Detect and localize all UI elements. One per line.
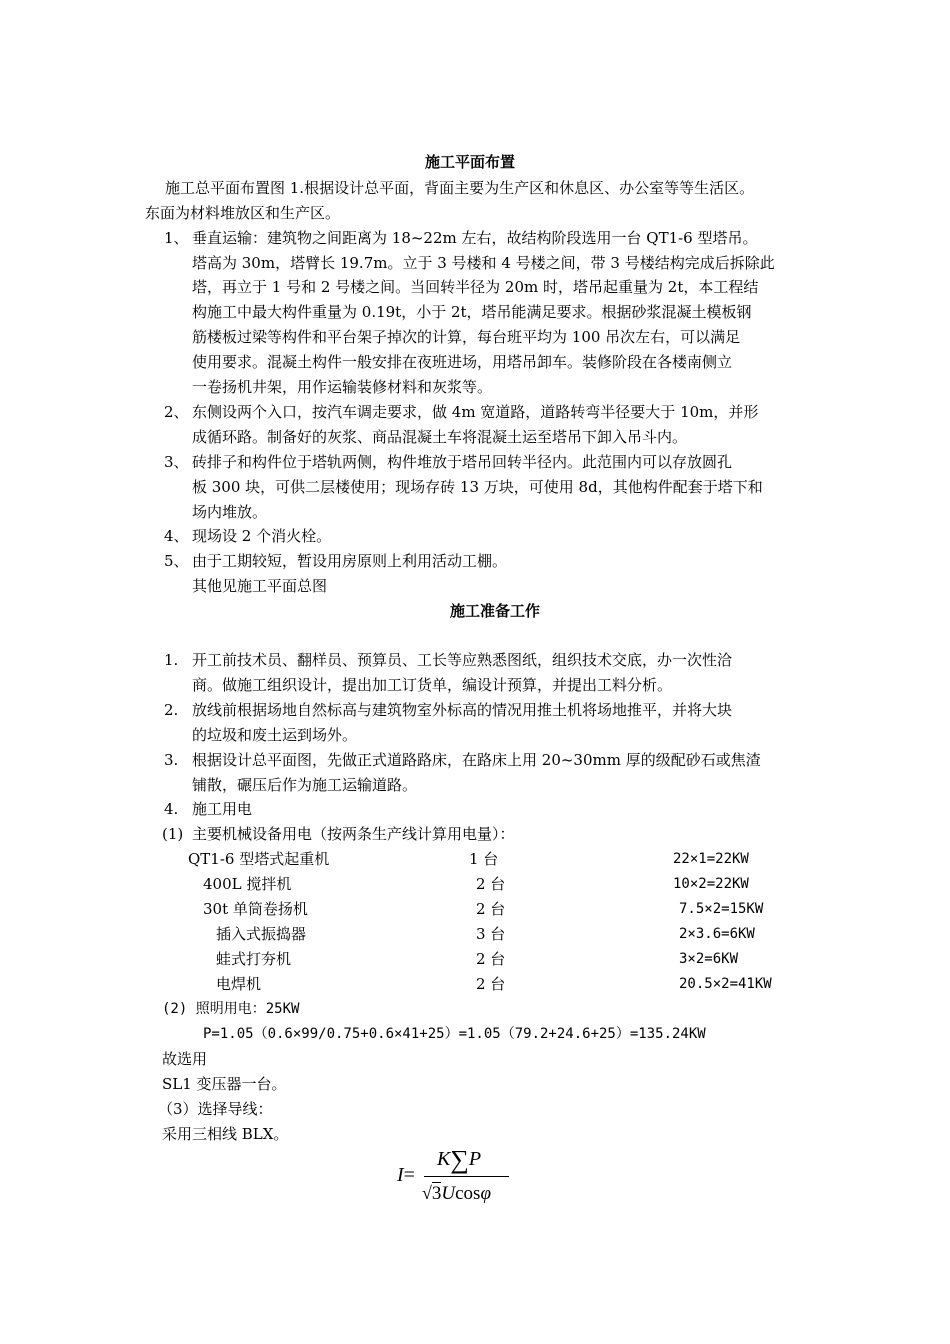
list-item-line: 的垃圾和废土运到场外。	[192, 726, 358, 744]
list-item-line: 塔高为 30m，塔臂长 19.7m。立于 3 号楼和 4 号楼之间，带 3 号楼结构完成后拆除此	[192, 254, 775, 272]
list-item-line: 构施工中最大构件重量为 0.19t，小于 2t，塔吊能满足要求。根据砂浆混凝土模板钢	[192, 303, 752, 321]
equipment-name: 电焊机	[216, 975, 262, 993]
equipment-qty: 2 台	[476, 950, 506, 968]
current-formula	[392, 1140, 522, 1210]
equipment-name: 蛙式打夯机	[216, 950, 292, 968]
sigma-symbol: ∑	[450, 1145, 469, 1174]
list-item-line: 施工用电	[192, 800, 253, 818]
equipment-qty: 3 台	[476, 925, 506, 943]
section2-title: 施工准备工作	[450, 602, 541, 620]
list-item-line: 场内堆放。	[192, 503, 268, 521]
list-item-line: 现场设 2 个消火栓。	[192, 527, 332, 545]
list-item-line: 开工前技术员、翻样员、预算员、工长等应熟悉图纸，组织技术交底，办一次性洽	[192, 651, 733, 669]
section1-intro-line2: 东面为材料堆放区和生产区。	[145, 204, 341, 222]
equipment-qty: 2 台	[476, 875, 506, 893]
list-item-number: 1.	[164, 651, 179, 669]
choose-text: 故选用	[162, 1050, 208, 1068]
wire-text: 采用三相线 BLX。	[162, 1125, 289, 1143]
list-item-line: 砖排子和构件位于塔轨两侧，构件堆放于塔吊回转半径内。此范围内可以存放圆孔	[192, 453, 733, 471]
formula-lhs: I	[397, 1164, 404, 1186]
equipment-name: 插入式振捣器	[216, 925, 307, 943]
list-item-line: 垂直运输：建筑物之间距离为 18~22m 左右，故结构阶段选用一台 QT1-6 型塔吊。	[192, 229, 758, 247]
list-item-line: 一卷扬机井架，用作运输装修材料和灰浆等。	[192, 378, 493, 396]
equipment-qty: 2 台	[476, 900, 506, 918]
list-item-number: 2、	[164, 403, 189, 421]
list-item-line: 筋楼板过梁等构件和平台架子掉次的计算，每台班平均为 100 吊次左右，可以满足	[192, 328, 741, 346]
power-formula: P=1.05（0.6×99/0.75+0.6×41+25）=1.05（79.2+24.6+25）=135.24KW	[203, 1026, 706, 1042]
section1-title: 施工平面布置	[425, 153, 516, 171]
equipment-power: 20.5×2=41KW	[679, 976, 772, 992]
list-item-line: 放线前根据场地自然标高与建筑物室外标高的情况用推土机将场地推平，并将大块	[192, 701, 733, 719]
list-item-line: 铺散，碾压后作为施工运输道路。	[192, 776, 418, 794]
list-item-line: 东侧设两个入口，按汽车调走要求，做 4m 宽道路，道路转弯半径要大于 10m，并形	[192, 403, 759, 421]
sqrt-symbol: √	[422, 1183, 432, 1203]
formula-numerator: K∑P	[437, 1145, 482, 1174]
wire-heading: （3）选择导线：	[158, 1100, 273, 1118]
formula-denominator: √3Ucosφ	[422, 1183, 491, 1204]
list-item-line: 成循环路。制备好的灰浆、商品混凝土车将混凝土运至塔吊下卸入吊斗内。	[192, 428, 688, 446]
equipment-name: 400L 搅拌机	[203, 875, 292, 893]
equipment-qty: 2 台	[476, 975, 506, 993]
list-item-number: 4、	[164, 527, 189, 545]
equipment-power: 22×1=22KW	[673, 851, 749, 867]
list-item-number: 3、	[164, 453, 189, 471]
list-item-number: 3.	[164, 751, 179, 769]
equipment-power: 7.5×2=15KW	[679, 901, 764, 917]
equipment-name: 30t 单筒卷扬机	[203, 900, 308, 918]
list-item-line: 根据设计总平面图，先做正式道路路床，在路床上用 20~30mm 厚的级配砂石或焦渣	[192, 751, 761, 769]
equipment-power: 2×3.6=6KW	[679, 926, 755, 942]
list-item-number: 4.	[164, 800, 179, 818]
list-item-line: 商。做施工组织设计，提出加工订货单，编设计预算，并提出工料分析。	[192, 676, 673, 694]
sub-item-text: 主要机械设备用电（按两条生产线计算用电量）：	[192, 825, 515, 843]
list-item-line: 由于工期较短，暂设用房原则上利用活动工棚。	[192, 552, 508, 570]
section1-intro-line1: 施工总平面布置图 1.根据设计总平面，背面主要为生产区和休息区、办公室等等生活区。	[165, 179, 755, 197]
equipment-name: QT1-6 型塔式起重机	[188, 850, 330, 868]
equipment-power: 3×2=6KW	[679, 951, 739, 967]
equipment-qty: 1 台	[469, 850, 499, 868]
list-item-line: 使用要求。混凝土构件一般安排在夜班进场，用塔吊卸车。装修阶段在各楼南侧立	[192, 353, 733, 371]
transformer-text: SL1 变压器一台。	[162, 1075, 287, 1093]
list-item-line: 板 300 块，可供二层楼使用；现场存砖 13 万块，可使用 8d，其他构件配套于塔下和	[192, 478, 763, 496]
equipment-power: 10×2=22KW	[673, 876, 749, 892]
lighting-power: (2) 照明用电：25KW	[162, 1001, 300, 1017]
list-item-number: 1、	[164, 229, 189, 247]
formula-equals: =	[403, 1164, 415, 1186]
sub-item-number: (1)	[162, 825, 184, 843]
fraction-bar	[424, 1176, 509, 1177]
list-item-line: 塔，再立于 1 号和 2 号楼之间。当回转半径为 20m 时，塔吊起重量为 2t，本工程结	[192, 278, 759, 296]
section1-closing: 其他见施工平面总图	[192, 577, 328, 595]
list-item-number: 2.	[164, 701, 179, 719]
list-item-number: 5、	[164, 552, 189, 570]
